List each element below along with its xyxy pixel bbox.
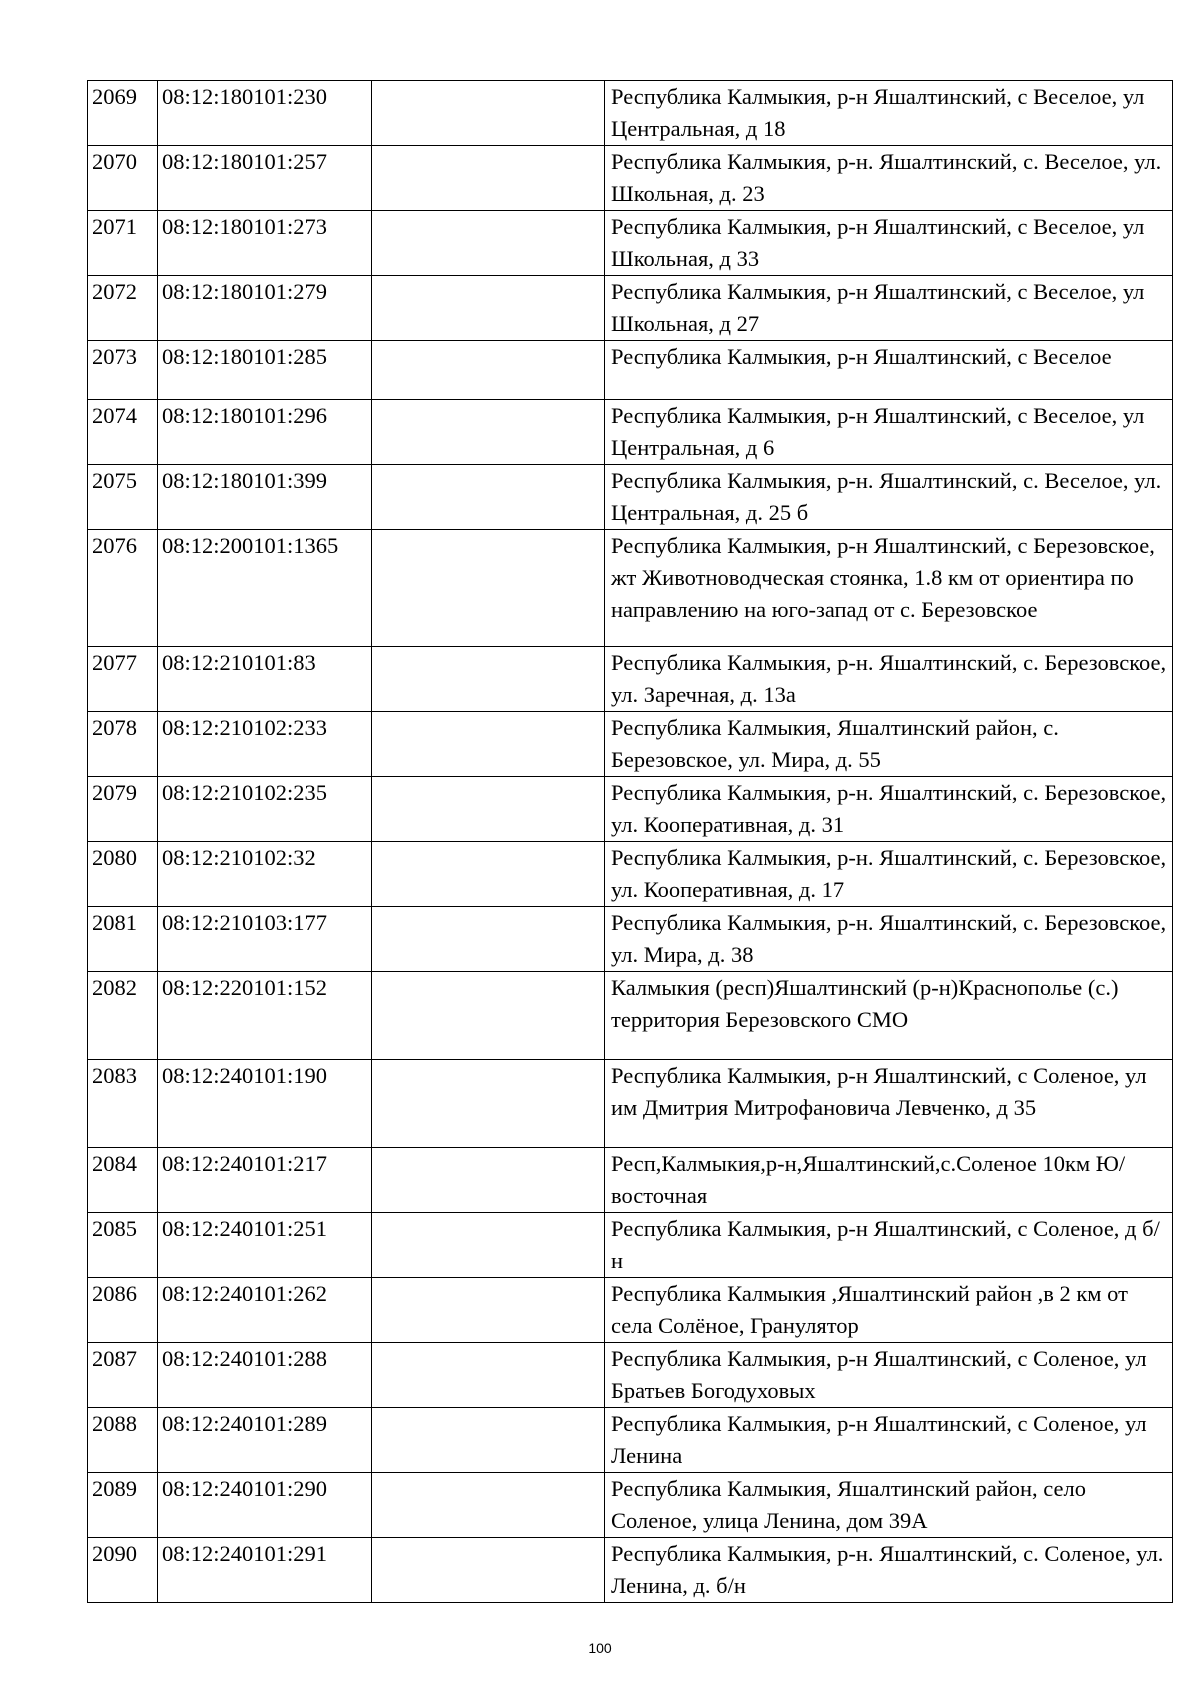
row-number-cell: 2072 xyxy=(88,276,158,341)
empty-cell xyxy=(372,1278,605,1343)
address-cell: Калмыкия (респ)Яшалтинский (р-н)Краснополье (с.) территория Березовского СМО xyxy=(605,972,1173,1060)
empty-cell xyxy=(372,1408,605,1473)
table-row xyxy=(88,1473,1173,1538)
empty-cell xyxy=(372,1343,605,1408)
table-row xyxy=(88,842,1173,907)
page-number: 100 xyxy=(588,1640,612,1656)
row-number-cell: 2090 xyxy=(88,1538,158,1603)
cadastral-number-cell: 08:12:240101:262 xyxy=(158,1278,372,1343)
row-number-cell: 2069 xyxy=(88,81,158,146)
cadastral-number-cell: 08:12:210103:177 xyxy=(158,907,372,972)
row-number-cell: 2079 xyxy=(88,777,158,842)
empty-cell xyxy=(372,146,605,211)
table-row xyxy=(88,81,1173,146)
row-number-cell: 2078 xyxy=(88,712,158,777)
address-cell: Республика Калмыкия, р-н Яшалтинский, с Веселое xyxy=(605,341,1173,400)
empty-cell xyxy=(372,1148,605,1213)
empty-cell xyxy=(372,400,605,465)
empty-cell xyxy=(372,712,605,777)
table-row xyxy=(88,400,1173,465)
address-cell: Республика Калмыкия, р-н Яшалтинский, с Березовское, жт Животноводческая стоянка, 1.8 км от ориентира по направлению на юго-запад от с. Березовское xyxy=(605,530,1173,647)
row-number-cell: 2070 xyxy=(88,146,158,211)
row-number-cell: 2075 xyxy=(88,465,158,530)
address-cell: Республика Калмыкия, р-н. Яшалтинский, с. Березовское, ул. Мира, д. 38 xyxy=(605,907,1173,972)
row-number-cell: 2087 xyxy=(88,1343,158,1408)
address-cell: Республика Калмыкия, р-н Яшалтинский, с Веселое, ул Школьная, д 33 xyxy=(605,211,1173,276)
table-row xyxy=(88,647,1173,712)
empty-cell xyxy=(372,465,605,530)
row-number-cell: 2084 xyxy=(88,1148,158,1213)
address-cell: Республика Калмыкия, р-н. Яшалтинский, с. Веселое, ул. Школьная, д. 23 xyxy=(605,146,1173,211)
empty-cell xyxy=(372,530,605,647)
table-row xyxy=(88,712,1173,777)
table-row xyxy=(88,972,1173,1060)
empty-cell xyxy=(372,777,605,842)
empty-cell xyxy=(372,276,605,341)
address-cell: Республика Калмыкия, р-н Яшалтинский, с Веселое, ул Центральная, д 18 xyxy=(605,81,1173,146)
address-cell: Республика Калмыкия ,Яшалтинский район ,в 2 км от села Солёное, Гранулятор xyxy=(605,1278,1173,1343)
table-row xyxy=(88,146,1173,211)
row-number-cell: 2083 xyxy=(88,1060,158,1148)
row-number-cell: 2089 xyxy=(88,1473,158,1538)
table-row xyxy=(88,465,1173,530)
table-row xyxy=(88,1343,1173,1408)
table-row xyxy=(88,530,1173,647)
cadastral-number-cell: 08:12:180101:399 xyxy=(158,465,372,530)
cadastral-number-cell: 08:12:210102:235 xyxy=(158,777,372,842)
empty-cell xyxy=(372,842,605,907)
table-row xyxy=(88,276,1173,341)
table-row xyxy=(88,777,1173,842)
address-cell: Республика Калмыкия, р-н. Яшалтинский, с. Березовское, ул. Кооперативная, д. 31 xyxy=(605,777,1173,842)
row-number-cell: 2081 xyxy=(88,907,158,972)
empty-cell xyxy=(372,647,605,712)
table-row xyxy=(88,211,1173,276)
empty-cell xyxy=(372,1473,605,1538)
cadastral-number-cell: 08:12:240101:289 xyxy=(158,1408,372,1473)
row-number-cell: 2080 xyxy=(88,842,158,907)
cadastral-number-cell: 08:12:210102:233 xyxy=(158,712,372,777)
cadastral-number-cell: 08:12:240101:288 xyxy=(158,1343,372,1408)
cadastral-number-cell: 08:12:180101:285 xyxy=(158,341,372,400)
address-cell: Республика Калмыкия, р-н Яшалтинский, с Соленое, ул им Дмитрия Митрофановича Левченко, д 35 xyxy=(605,1060,1173,1148)
row-number-cell: 2076 xyxy=(88,530,158,647)
cadastral-number-cell: 08:12:180101:296 xyxy=(158,400,372,465)
cadastral-number-cell: 08:12:180101:273 xyxy=(158,211,372,276)
empty-cell xyxy=(372,972,605,1060)
cadastral-number-cell: 08:12:210101:83 xyxy=(158,647,372,712)
table-row xyxy=(88,1538,1173,1603)
address-cell: Республика Калмыкия, р-н Яшалтинский, с Соленое, ул Братьев Богодуховых xyxy=(605,1343,1173,1408)
table-row xyxy=(88,1278,1173,1343)
address-cell: Республика Калмыкия, Яшалтинский район, с. Березовское, ул. Мира, д. 55 xyxy=(605,712,1173,777)
empty-cell xyxy=(372,1538,605,1603)
address-cell: Республика Калмыкия, р-н Яшалтинский, с Соленое, ул Ленина xyxy=(605,1408,1173,1473)
cadastral-number-cell: 08:12:180101:230 xyxy=(158,81,372,146)
row-number-cell: 2085 xyxy=(88,1213,158,1278)
empty-cell xyxy=(372,907,605,972)
cadastral-number-cell: 08:12:220101:152 xyxy=(158,972,372,1060)
table-row xyxy=(88,1060,1173,1148)
cadastral-number-cell: 08:12:240101:290 xyxy=(158,1473,372,1538)
cadastral-number-cell: 08:12:240101:251 xyxy=(158,1213,372,1278)
address-cell: Республика Калмыкия, р-н. Яшалтинский, с. Веселое, ул. Центральная, д. 25 б xyxy=(605,465,1173,530)
address-cell: Республика Калмыкия, р-н Яшалтинский, с Соленое, д б/н xyxy=(605,1213,1173,1278)
row-number-cell: 2071 xyxy=(88,211,158,276)
empty-cell xyxy=(372,341,605,400)
empty-cell xyxy=(372,1060,605,1148)
address-cell: Респ,Калмыкия,р-н,Яшалтинский,с.Соленое 10км Ю/восточная xyxy=(605,1148,1173,1213)
address-cell: Республика Калмыкия, р-н Яшалтинский, с Веселое, ул Центральная, д 6 xyxy=(605,400,1173,465)
address-cell: Республика Калмыкия, р-н. Яшалтинский, с. Березовское, ул. Заречная, д. 13а xyxy=(605,647,1173,712)
table-row xyxy=(88,1148,1173,1213)
address-cell: Республика Калмыкия, Яшалтинский район, село Соленое, улица Ленина, дом 39А xyxy=(605,1473,1173,1538)
records-table xyxy=(87,80,1173,1603)
row-number-cell: 2077 xyxy=(88,647,158,712)
row-number-cell: 2074 xyxy=(88,400,158,465)
row-number-cell: 2086 xyxy=(88,1278,158,1343)
table-row xyxy=(88,907,1173,972)
row-number-cell: 2082 xyxy=(88,972,158,1060)
table-row xyxy=(88,1408,1173,1473)
table-row xyxy=(88,1213,1173,1278)
empty-cell xyxy=(372,1213,605,1278)
address-cell: Республика Калмыкия, р-н. Яшалтинский, с. Соленое, ул. Ленина, д. б/н xyxy=(605,1538,1173,1603)
records-table-body xyxy=(88,81,1173,1603)
empty-cell xyxy=(372,211,605,276)
address-cell: Республика Калмыкия, р-н Яшалтинский, с Веселое, ул Школьная, д 27 xyxy=(605,276,1173,341)
cadastral-number-cell: 08:12:240101:217 xyxy=(158,1148,372,1213)
cadastral-number-cell: 08:12:210102:32 xyxy=(158,842,372,907)
cadastral-number-cell: 08:12:240101:190 xyxy=(158,1060,372,1148)
cadastral-number-cell: 08:12:240101:291 xyxy=(158,1538,372,1603)
cadastral-number-cell: 08:12:200101:1365 xyxy=(158,530,372,647)
row-number-cell: 2073 xyxy=(88,341,158,400)
table-row xyxy=(88,341,1173,400)
cadastral-number-cell: 08:12:180101:279 xyxy=(158,276,372,341)
empty-cell xyxy=(372,81,605,146)
address-cell: Республика Калмыкия, р-н. Яшалтинский, с. Березовское, ул. Кооперативная, д. 17 xyxy=(605,842,1173,907)
row-number-cell: 2088 xyxy=(88,1408,158,1473)
cadastral-number-cell: 08:12:180101:257 xyxy=(158,146,372,211)
